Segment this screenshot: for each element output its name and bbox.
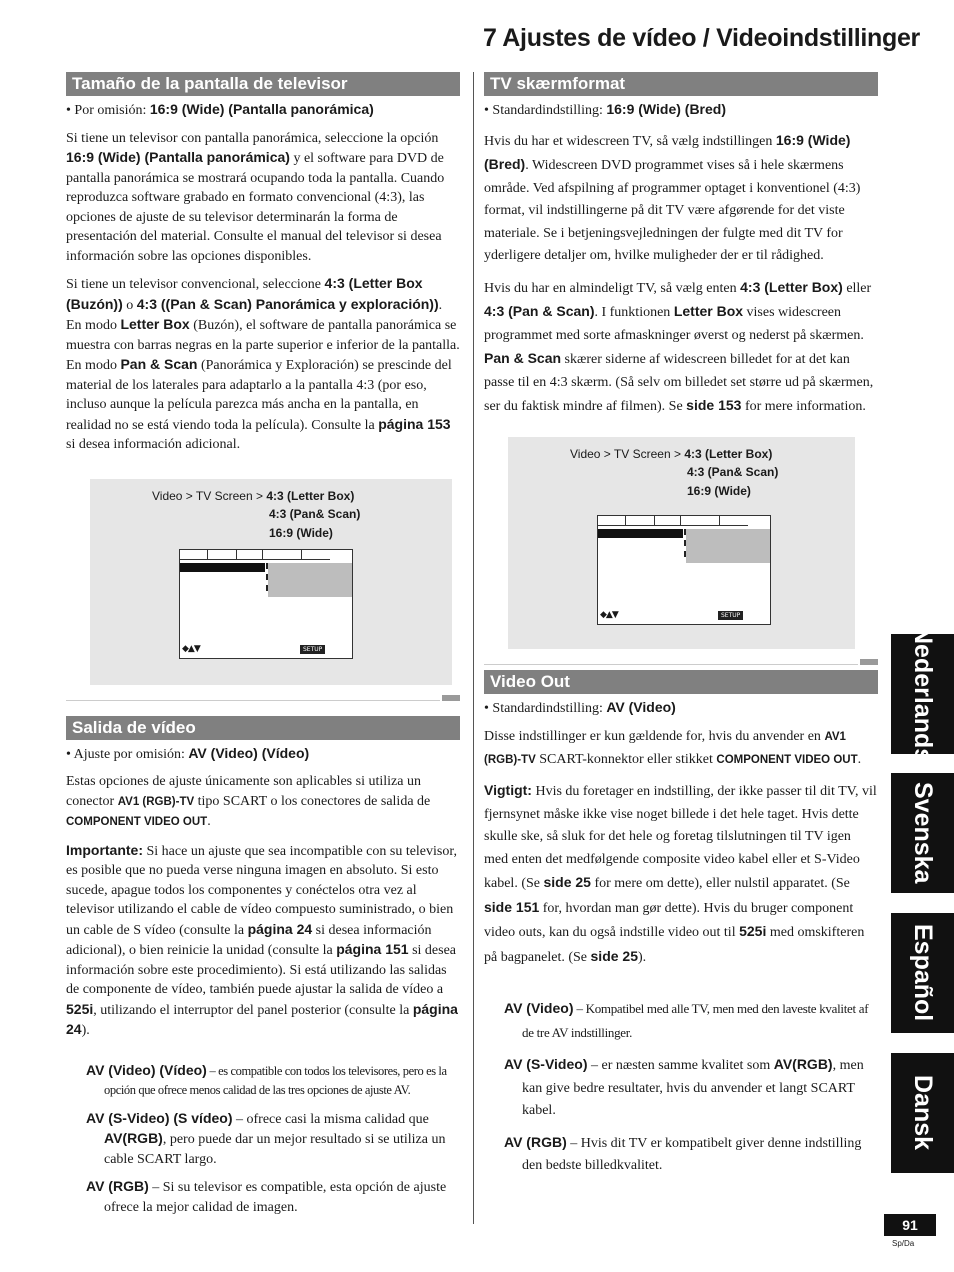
video-out-options xyxy=(66,1061,460,1218)
tv-screen-menu-illustration xyxy=(90,479,452,685)
arrow-keys-icon: ◆▲▼ xyxy=(600,609,618,620)
menu-screen xyxy=(597,515,771,625)
paragraph-conventional: Si tiene un televisor convencional, seleccione 4:3 (Letter Box (Buzón)) o 4:3 ((Pan & Scan) Panorámica y exploración)). En modo Letter Box (Buzón), el software de pantalla panorámica se muestra con barras negras en la parte superior e inferior de la pantalla. En modo Pan & Scan (Panorámica y Exploración) se prescinde del material de los laterales para adaptarlo a la pantalla 4:3 (por eso, incluso aunque la película parezca más ancha en la pantalla, en realidad no se está viendo toda la película). Consulte la página 153 si desea información adicional. xyxy=(66,275,460,452)
option-av-video: AV (Video) (Vídeo) – es compatible con todos los televisores, pero es la opción que ofrece menos calidad de las tres opciones de ajuste AV. xyxy=(86,1061,447,1097)
setup-icon: SETUP xyxy=(300,645,325,654)
paragraph-important: Importante: Si hace un ajuste que sea incompatible con su televisor, es posible que no pueda verse ninguna imagen en absoluto. Si esto sucede, apague todos los componentes y conéctelos otra vez al televisor utilizando el cable de vídeo compuesto suministrado, o bien un cable de S vídeo (consulte la página 24 si desea información adicional), o bien reinicie la unidad (consulte la página 151 si desea información sobre este procedimiento). Si está utilizando las salidas de componente de vídeo, también puede ajustar la salida de vídeo a 525i, utilizando el interruptor del panel posterior (consulte la página 24). xyxy=(66,841,458,1038)
default-setting: • Standardindstilling: 16:9 (Wide) (Bred) xyxy=(484,101,727,118)
paragraph-applicability: Disse indstillinger er kun gældende for, hvis du anvender en AV1 (RGB)-TV SCART-konnektor eller stikket COMPONENT VIDEO OUT. xyxy=(484,729,862,767)
page-title: 7 Ajustes de vídeo / Videoindstillinger xyxy=(482,24,920,52)
tv-screen-menu-illustration xyxy=(508,437,855,649)
option-av-video: AV (Video) – Kompatibel med alle TV, men med den laveste kvalitet af de tre AV indstillinger. xyxy=(504,1000,869,1040)
paragraph-important: Vigtigt: Hvis du foretager en indstilling, der ikke passer til dit TV, vil fjernsynet måske ikke vise noget billede i det hele taget. Hvis dette skulle ske, så sluk for det hele og foretag tilslutningen til TV igen med enten det medfølgende composite video kabel eller et S-Video kabel. (Se side 25 for mere om dette), eller nulstil apparatet. (Se side 151 for, hvordan man gør dette). Hvis du bruger component video outs, kan du også indstille video out til 525i med omskifteren på bagpanelet. (Se side 25). xyxy=(484,782,877,965)
paragraph-widescreen: Si tiene un televisor con pantalla panorámica, seleccione la opción 16:9 (Wide) (Pantalla panorámica) y el software para DVD de pantalla panorámica se mostrará ocupando toda la pantalla. Cuando reproduzca software grabado en formato convencional (4:3), las opciones de ajuste de su televisor determinarán la forma de presentación del material. Consulte el manual del televisor si desea información sobre las opciones disponibles. xyxy=(66,130,445,264)
setup-icon: SETUP xyxy=(718,611,743,620)
section-heading-tv-format: TV skærmformat xyxy=(484,72,878,96)
option-av-s-video: AV (S-Video) (S vídeo) – ofrece casi la misma calidad que AV(RGB), pero puede dar un mejor resultado si se utiliza un cable SCART largo. xyxy=(86,1109,446,1167)
menu-path: Video > TV Screen > 4:3 (Letter Box) 4:3 (Pan& Scan) 16:9 (Wide) xyxy=(152,488,361,540)
option-av-s-video: AV (S-Video) – er næsten samme kvalitet som AV(RGB), men kan give bedre resultater, hvis du anvender et langt SCART kabel. xyxy=(504,1056,864,1118)
menu-path: Video > TV Screen > 4:3 (Letter Box) 4:3 (Pan& Scan) 16:9 (Wide) xyxy=(570,446,779,498)
column-divider xyxy=(473,72,474,1224)
section-separator xyxy=(66,695,460,702)
section-heading-video-out: Salida de vídeo xyxy=(66,716,460,740)
page-code: Sp/Da xyxy=(892,1239,915,1248)
menu-screen xyxy=(179,549,353,659)
default-setting: • Ajuste por omisión: AV (Video) (Vídeo) xyxy=(66,744,310,762)
section-separator xyxy=(484,659,878,666)
paragraph-widescreen: Hvis du har et widescreen TV, så vælg indstillingen 16:9 (Wide) (Bred). Widescreen DVD programmet vises så i hele skærmens område. Ved afspilning af programmer optaget i konventionel (4:3) format, vil indstillingerne på dit TV være afgørende for det viste materiale. Se i betjeningsvejledningen der fulgte med dit TV for yderligere detaljer om, hvilke muligheder der er til rådighed. xyxy=(484,131,861,263)
option-av-rgb: AV (RGB) – Si su televisor es compatible, esta opción de ajuste ofrece la mejor calidad de imagen. xyxy=(86,1178,447,1215)
default-setting: • Standardindstilling: AV (Video) xyxy=(484,698,676,716)
video-out-options xyxy=(484,997,878,1178)
page-number: 91 xyxy=(884,1214,936,1236)
default-setting: • Por omisión: 16:9 (Wide) (Pantalla panorámica) xyxy=(66,101,374,118)
language-tab-nederlands: Nederlands xyxy=(891,634,954,754)
language-tab-svenska: Svenska xyxy=(891,773,954,893)
arrow-keys-icon: ◆▲▼ xyxy=(182,643,200,654)
right-column xyxy=(484,72,878,1186)
section-heading-screen-size: Tamaño de la pantalla de televisor xyxy=(66,72,460,96)
option-av-rgb: AV (RGB) – Hvis dit TV er kompatibelt giver denne indstilling den bedste billedkvalitet. xyxy=(504,1133,862,1173)
left-column xyxy=(66,72,460,1225)
paragraph-applicability: Estas opciones de ajuste únicamente son aplicables si utiliza un conector AV1 (RGB)-TV tipo SCART o los conectores de salida de COMPONENT VIDEO OUT. xyxy=(66,774,431,829)
language-tab-dansk: Dansk xyxy=(891,1053,954,1173)
paragraph-conventional: Hvis du har en almindeligt TV, så vælg enten 4:3 (Letter Box) eller 4:3 (Pan & Scan). I funktionen Letter Box vises widescreen programmet med sorte afmaskninger øverst og nederst på skærmen. Pan & Scan skærer siderne af widescreen billedet for at det kan passe til en 4:3 skærm. (Så selv om billedet set større ud på skærmen, ser du faktisk mindre af filmen). Se side 153 for mere information. xyxy=(484,278,874,414)
section-heading-video-out: Video Out xyxy=(484,670,878,694)
language-tab-espanol: Español xyxy=(891,913,954,1033)
